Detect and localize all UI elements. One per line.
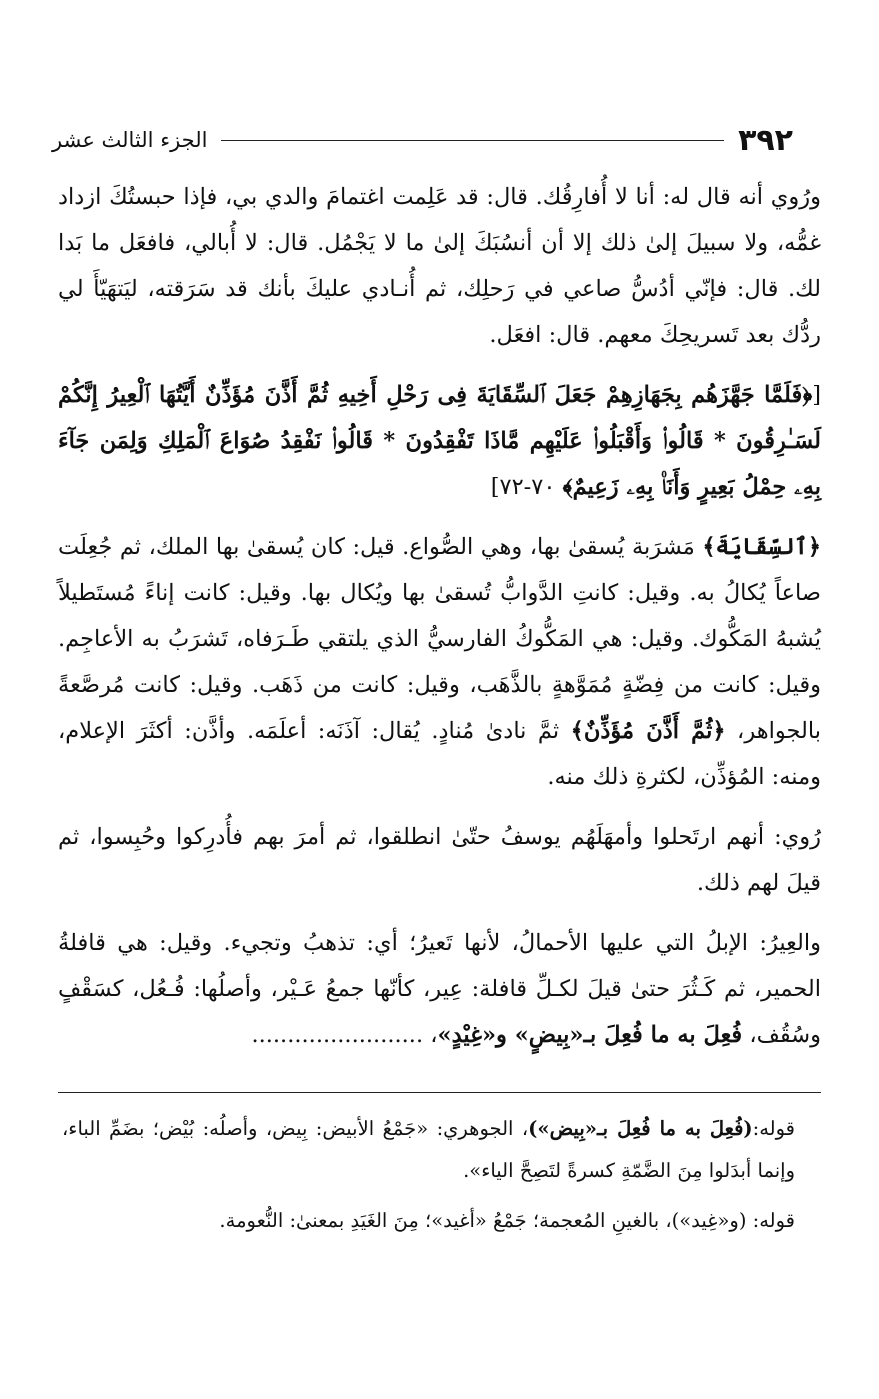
verse-open-bracket: [ (812, 382, 821, 408)
verse-reference: ٧٠-٧٢] (490, 474, 563, 500)
quran-verse-paragraph (58, 372, 821, 510)
running-title: الجزء الثالث عشر (52, 128, 208, 152)
muadhdhin-explanation: ثمَّ نادىٰ مُنادٍ. يُقال: آذَنَه: أعلَمَه. وأذَّن: أكثَرَ الإعلام، ومنه: المُؤذِّن، لكثرةِ ذلك منه. (58, 718, 821, 790)
ir-continuation-dots: ، ........................ (251, 1022, 438, 1048)
siqaya-explanation: مَشرَبة يُسقىٰ بها، وهي الصُّواع. قيل: كان يُسقىٰ بها الملك، ثم جُعِلَت صاعاً يُكالُ به. وقيل: كانتِ الدَّوابُّ تُسقىٰ بها ويُكال بها. وقيل: كانت إناءً مُستَطيلاً يُشبهُ المَكُّوك. وقيل: هي المَكُّوكُ الفارسيُّ الذي يلتقي طَـرَفاه، تَشرَبُ به الأعاجِم. وقيل: كانت من فِضّةٍ مُمَوَّهةٍ بالذَّهَب، وقيل: كانت من ذَهَب. وقيل: كانت مُرصَّعةً بالجواهر، (58, 534, 821, 744)
paragraph-1: ورُوي أنه قال له: أنا لا أُفارِقُك. قال: قد عَلِمت اغتمامَ والدي بي، فإذا حبستُكَ ازداد غمُّه، ولا سبيلَ إلىٰ ذلك إلا أن أنسُبَكَ إلىٰ ما لا يَجْمُل. قال: لا أُبالي، فافعَل ما بَدا لك. قال: فإنّي أدُسُّ صاعي في رَحلِك، ثم أُنـادي عليكَ بأنك قد سَرَقته، ليَتهَيّأَ لي ردُّك بعد تَسريحِكَ معهم. قال: افعَل. (58, 184, 821, 348)
footnote-1-intro: قوله: (752, 1117, 795, 1140)
quran-verse: ﴿فَلَمَّا جَهَّزَهُم بِجَهَازِهِمْ جَعَلَ ٱلسِّقَايَةَ فِى رَحْلِ أَخِيهِ ثُمَّ أَذَّنَ مُؤَذِّنٌ أَيَّتُهَا ٱلْعِيرُ إِنَّكُمْ لَسَـٰرِقُونَ * قَالُوا۟ وَأَقْبَلُوا۟ عَلَيْهِم مَّاذَا تَفْقِدُونَ * قَالُوا۟ نَفْقِدُ صُوَاعَ ٱلْمَلِكِ وَلِمَن جَآءَ بِهِۦ حِمْلُ بَعِيرٍ وَأَنَا۠ بِهِۦ زَعِيمٌ﴾ (58, 382, 821, 500)
ir-explanation: والعِيرُ: الإبلُ التي عليها الأحمالُ، لأنها تَعيرُ؛ أي: تذهبُ وتجيء. وقيل: هي قافلةُ الحمير، ثم كَـثُرَ حتىٰ قيلَ لكـلِّ قافلة: عِير، كأنّها جمعُ عَـيْر، وأصلُها: فُـعُل، كسَقْفٍ وسُقُف، (58, 930, 821, 1048)
main-text (58, 174, 821, 1072)
footnote-1 (62, 1108, 795, 1192)
footnotes (62, 1108, 795, 1250)
quran-term-siqaya: ﴿ٱلسِّقَايَةَ﴾ (702, 534, 821, 560)
footnote-1-quote: (فُعِلَ به ما فُعِلَ بـ«بِيض») (528, 1117, 753, 1140)
paragraph-4: رُوي: أنهم ارتَحلوا وأمهَلَهُم يوسفُ حتّىٰ انطلقوا، ثم أمرَ بهم فأُدرِكوا وحُبِسوا، ثم قيلَ لهم ذلك. (58, 824, 821, 896)
footnote-rule (58, 1092, 821, 1093)
footnote-2: قوله: (و«غِيد»)، بالغينِ المُعجمة؛ جَمْعُ «أغيد»؛ مِنَ الغَيَدِ بمعنىٰ: النُّعومة. (219, 1209, 795, 1232)
header-rule (221, 140, 724, 141)
page-header (52, 116, 793, 164)
paragraph-siqaya (58, 524, 821, 800)
quran-term-muadhdhin: ﴿ثُمَّ أَذَّنَ مُؤَذِّنٌ﴾ (570, 718, 726, 744)
paragraph-ir (58, 920, 821, 1058)
ir-bold-phrase: فُعِلَ به ما فُعِلَ بـ«بِيضٍ» و«غِيْدٍ» (437, 1022, 743, 1048)
footnote-1-text: ، الجوهري: «جَمْعُ الأبيض: بِيض، وأصلُه: بُيْض؛ بضَمِّ الباء، وإنما أبدَلوا مِنَ الضَّمّةِ كسرةً لتَصِحَّ الياء». (62, 1117, 795, 1182)
page-number: ٣٩٢ (738, 122, 793, 158)
